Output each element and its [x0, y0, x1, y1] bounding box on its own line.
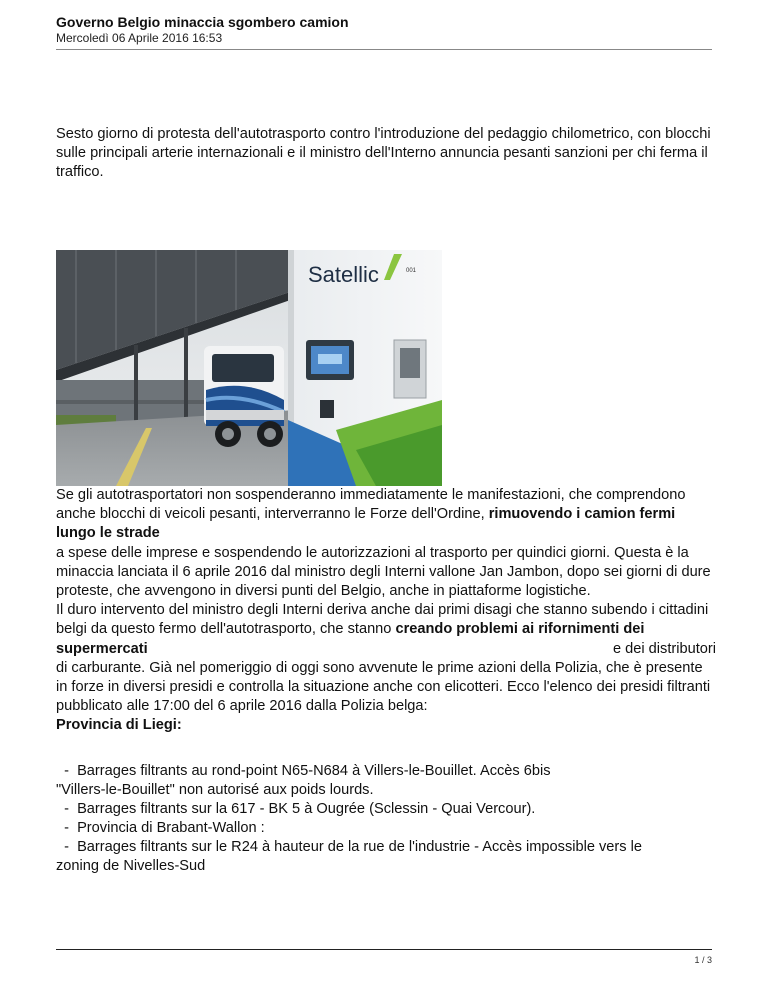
article-photo [56, 250, 442, 486]
list-item-line: - Barrages filtrants sur la 617 - BK 5 à Ougrée (Sclessin - Quai Vercour). [56, 801, 536, 817]
list-item-line: zoning de Nivelles-Sud [56, 858, 206, 874]
checkpoint-list [56, 762, 716, 876]
intro-paragraph: Sesto giorno di protesta dell'autotrasporto contro l'introduzione del pedaggio chilometrico, con blocchi sulle principali arterie internazionali e il ministro dell'Interno annuncia pesanti sanzioni per chi ferma il traffico. [56, 126, 711, 181]
footer-divider [56, 949, 712, 950]
paragraph-1-bold: rimuovendo i camion fermi lungo le strade [56, 506, 676, 542]
list-item-line: - Provincia di Brabant-Wallon : [56, 820, 265, 836]
article-body [56, 486, 716, 736]
paragraph-2-rest: di carburante. Già nel pomeriggio di oggi sono avvenute le prime azioni della Polizia, che è presente in forze in diversi presidi e controlla la situazione anche con elicotteri. Ecco l'elenco dei presidi filtranti pubblicato alle 17:00 del 6 aprile 2016 dalla Polizia belga: [56, 659, 711, 715]
paragraph-1-rest: a spese delle imprese e sospendendo le autorizzazioni al trasporto per quindici giorni. Questa è la minaccia lanciata il 6 aprile 2016 dal ministro degli Interni vallone Jan Jambon, dopo sei giorni di dure proteste, che avvengono in diversi punti del Belgio, anche in piattaforme logistiche. [56, 544, 711, 600]
page-title: Governo Belgio minaccia sgombero camion [56, 14, 349, 30]
list-item [56, 800, 716, 819]
paragraph-2-bold: creando problemi ai rifornimenti dei supermercati [56, 621, 645, 657]
paragraph-2-start: Il duro intervento del ministro degli Interni deriva anche dai primi disagi che stanno subendo i cittadini belgi da questo fermo dell'autotrasporto, che stanno [56, 602, 709, 638]
header-divider [56, 49, 712, 50]
list-item-line: - Barrages filtrants sur le R24 à hauteur de la rue de l'industrie - Accès impossible vers le [56, 839, 642, 855]
list-item-line: "Villers-le-Bouillet" non autorisé aux poids lourds. [56, 782, 374, 798]
list-item [56, 838, 716, 876]
page-number: 1 / 3 [694, 955, 712, 965]
kiosk-number-text: 001 [406, 268, 417, 274]
paragraph-2-right: e dei distributori [612, 640, 716, 657]
list-item-line: - Barrages filtrants au rond-point N65-N684 à Villers-le-Bouillet. Accès 6bis [56, 763, 551, 779]
kiosk-brand-text: Satellic [308, 262, 379, 287]
publish-date: Mercoledì 06 Aprile 2016 16:53 [56, 31, 223, 45]
province-heading: Provincia di Liegi: [56, 717, 182, 734]
list-item [56, 819, 716, 838]
paragraph-1-start: Se gli autotrasportatori non sospenderanno immediatamente le manifestazioni, che comprendono anche blocchi di veicoli pesanti, interverranno le Forze dell'Ordine, [56, 487, 686, 523]
list-item [56, 762, 716, 800]
